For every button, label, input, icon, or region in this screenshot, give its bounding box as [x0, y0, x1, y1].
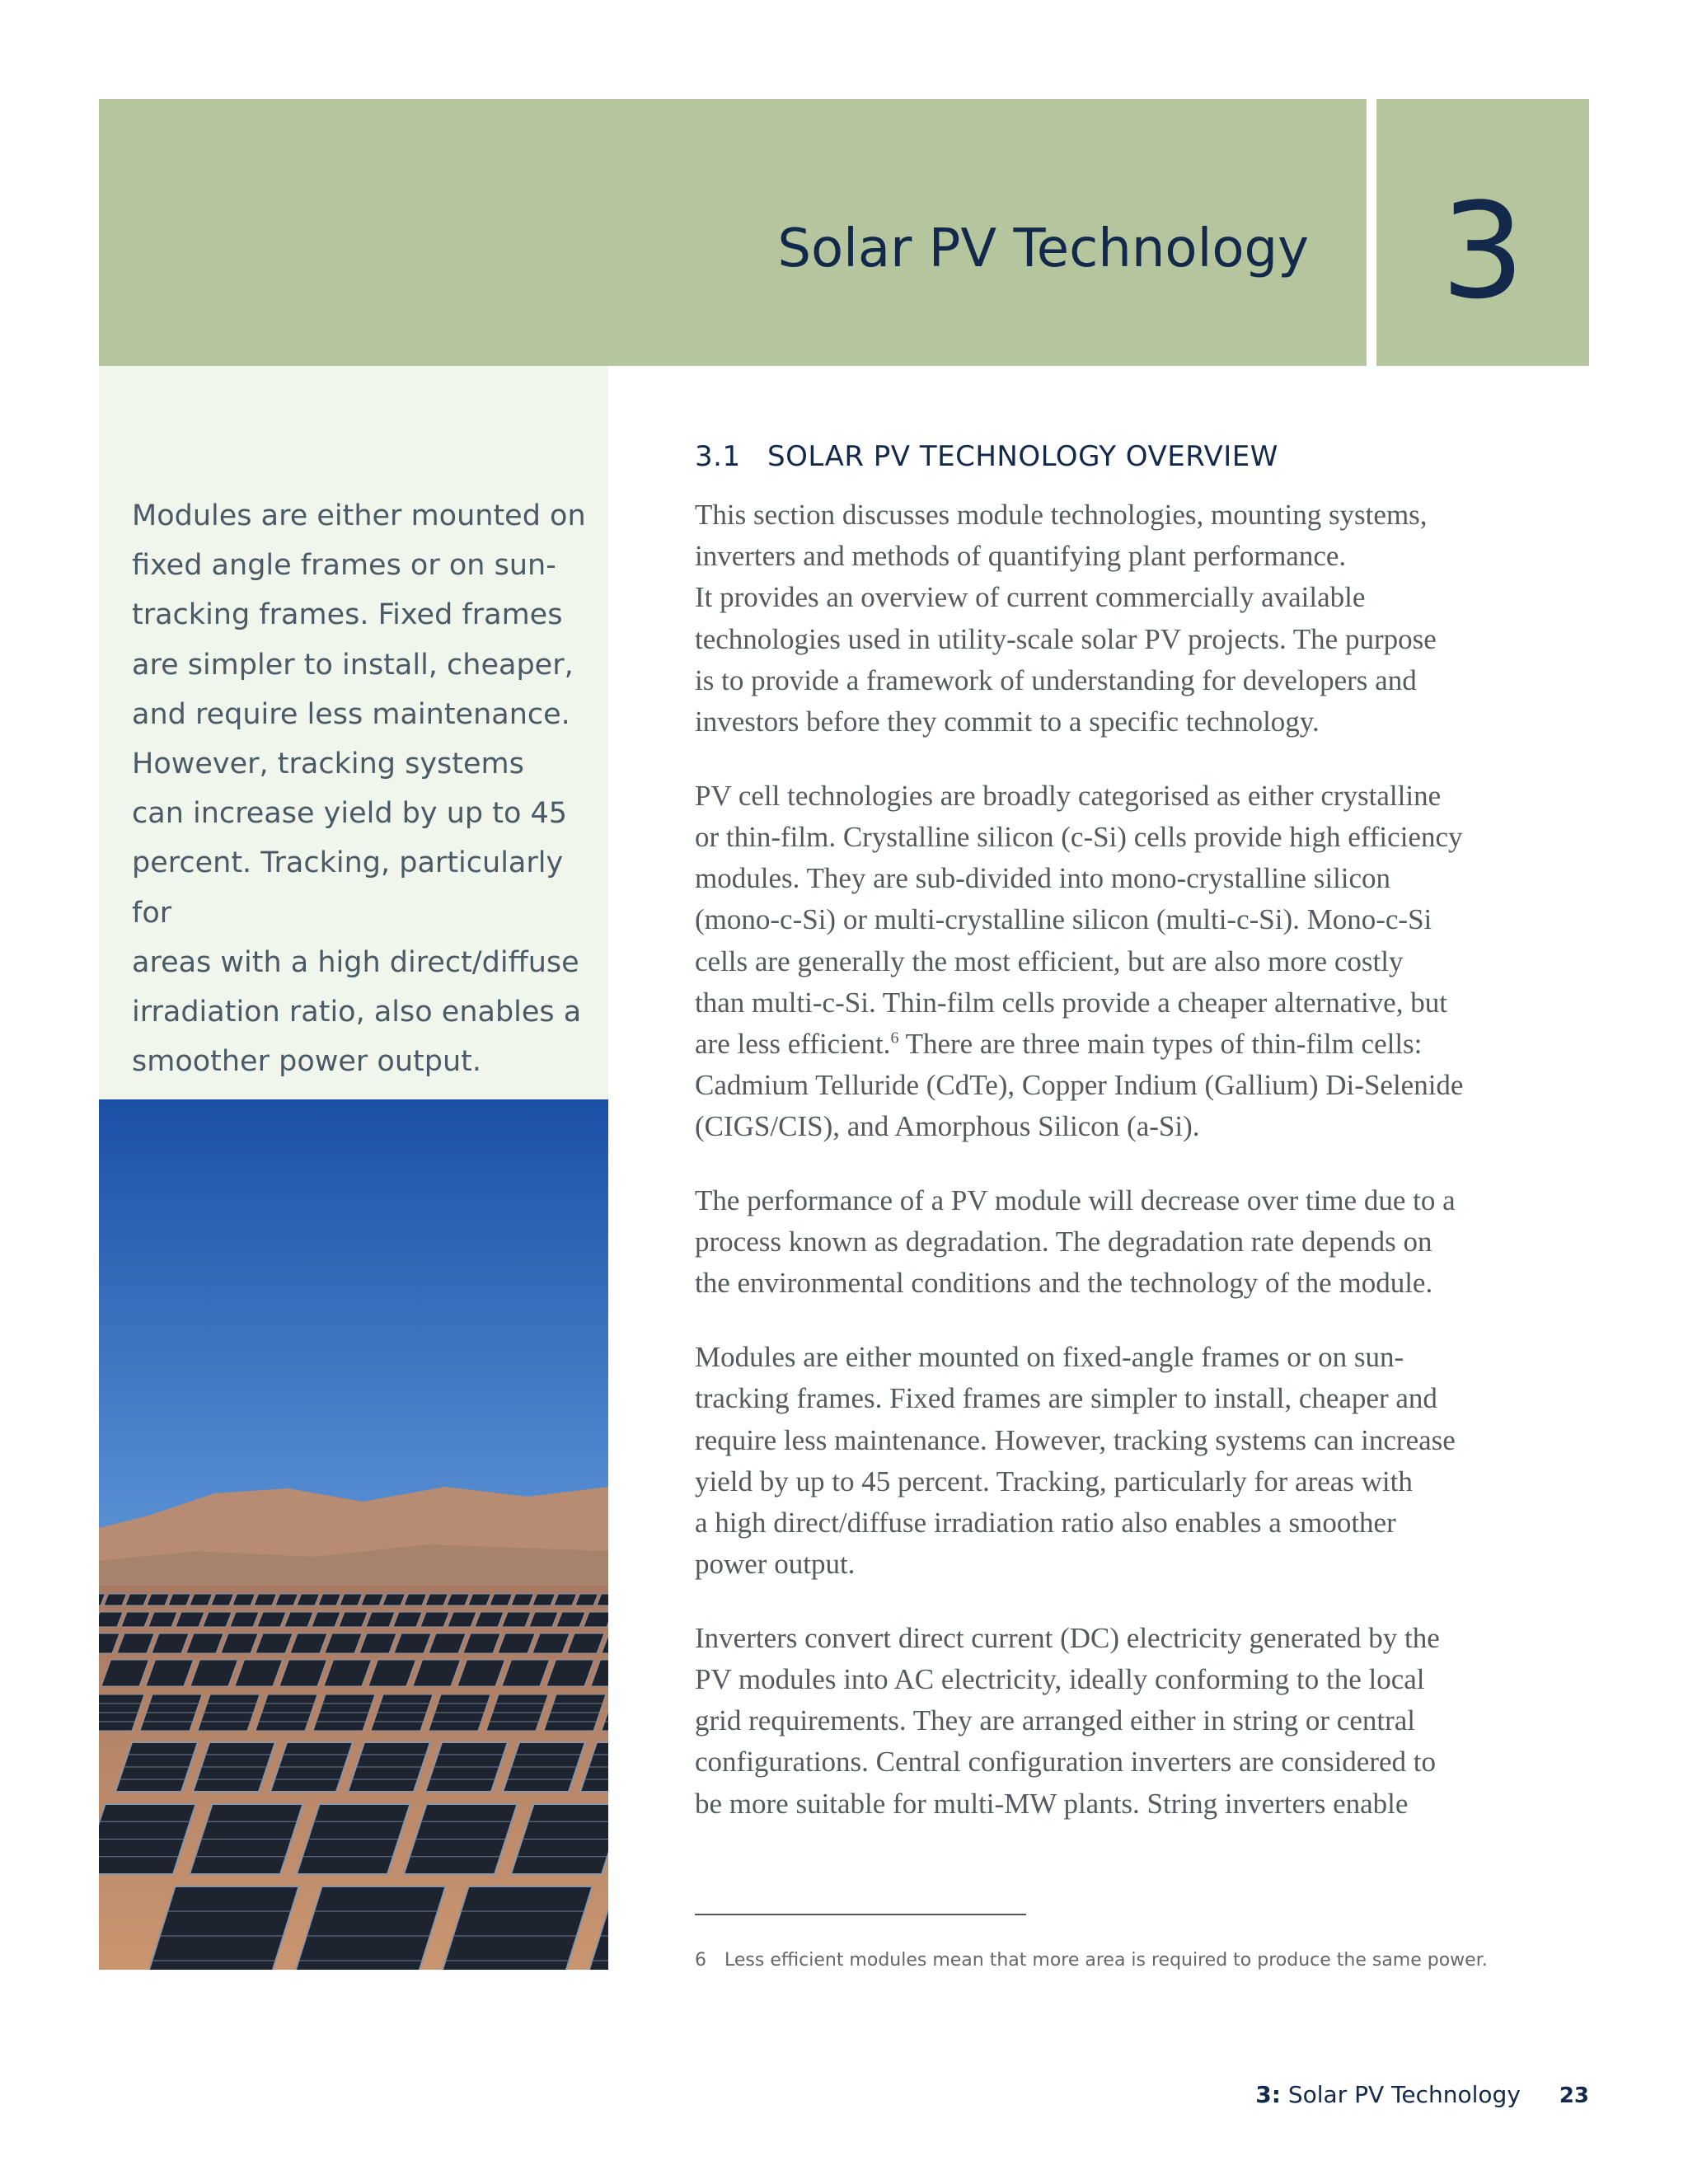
- chapter-number: 3: [1441, 174, 1525, 328]
- text-line: the environmental conditions and the technology of the module.: [695, 1267, 1433, 1300]
- footnote-number: 6: [695, 1950, 706, 1971]
- text-line: Inverters convert direct current (DC) electricity generated by the: [695, 1621, 1440, 1654]
- footnote-text: Less efficient modules mean that more area is required to produce the same power.: [724, 1950, 1488, 1971]
- text-line: The performance of a PV module will decrease over time due to a: [695, 1184, 1456, 1217]
- text-line: inverters and methods of quantifying plant performance.: [695, 540, 1347, 573]
- quote-line: percent. Tracking, particularly for: [132, 846, 564, 930]
- paragraph: [695, 1618, 1519, 1825]
- text-line: Cadmium Telluride (CdTe), Copper Indium (Gallium) Di-Selenide: [695, 1069, 1464, 1102]
- section-number: 3.1: [695, 440, 741, 473]
- text-line: investors before they commit to a specific technology.: [695, 705, 1320, 738]
- solar-farm-photo: [99, 1099, 608, 1970]
- footnote-reference[interactable]: 6: [890, 1029, 899, 1047]
- footer-chapter-label: 3:: [1255, 2081, 1281, 2108]
- text-line: a high direct/diffuse irradiation ratio also enables a smoother: [695, 1506, 1396, 1539]
- quote-line: irradiation ratio, also enables a: [132, 996, 582, 1029]
- text-line: modules. They are sub-divided into mono-crystalline silicon: [695, 862, 1391, 895]
- quote-line: are simpler to install, cheaper,: [132, 648, 574, 682]
- text-line: be more suitable for multi-MW plants. String inverters enable: [695, 1787, 1409, 1820]
- footer-chapter-title: Solar PV Technology: [1287, 2081, 1521, 2108]
- text-line: tracking frames. Fixed frames are simpler to install, cheaper and: [695, 1382, 1437, 1415]
- page-footer: [1255, 2081, 1589, 2108]
- text-line: technologies used in utility-scale solar PV projects. The purpose: [695, 622, 1437, 655]
- quote-line: Modules are either mounted on: [132, 499, 586, 532]
- quote-line: areas with a high direct/diffuse: [132, 945, 579, 979]
- paragraph: [695, 494, 1519, 743]
- text-line: or thin-film. Crystalline silicon (c-Si) cells provide high efficiency: [695, 820, 1463, 853]
- quote-line: and require less maintenance.: [132, 697, 570, 731]
- text-line: power output.: [695, 1548, 856, 1581]
- section-title: SOLAR PV TECHNOLOGY OVERVIEW: [767, 440, 1278, 473]
- text-line: This section discusses module technologies, mounting systems,: [695, 499, 1428, 531]
- text-line: It provides an overview of current commercially available: [695, 581, 1366, 614]
- quote-line: tracking frames. Fixed frames: [132, 598, 563, 632]
- text-line: configurations. Central configuration inverters are considered to: [695, 1746, 1436, 1779]
- text-line: PV cell technologies are broadly categorised as either crystalline: [695, 779, 1442, 812]
- text-line: process known as degradation. The degradation rate depends on: [695, 1226, 1432, 1258]
- text-line: yield by up to 45 percent. Tracking, particularly for areas with: [695, 1465, 1413, 1497]
- text-line: (CIGS/CIS), and Amorphous Silicon (a-Si).: [695, 1110, 1200, 1143]
- chapter-title: Solar PV Technology: [777, 218, 1309, 279]
- text-line: There are three main types of thin-film cells:: [905, 1027, 1423, 1060]
- text-line: is to provide a framework of understanding for developers and: [695, 663, 1417, 696]
- section-heading: [695, 437, 1278, 476]
- body-text: [695, 494, 1519, 1857]
- paragraph: [695, 1180, 1519, 1305]
- quote-line: fixed angle frames or on sun-: [132, 549, 556, 583]
- sidebar-pull-quote: [132, 491, 593, 1086]
- text-line: (mono-c-Si) or multi-crystalline silicon (multi-c-Si). Mono-c-Si: [695, 903, 1432, 936]
- footnote-divider: [695, 1914, 1026, 1915]
- footnote: [695, 1950, 1488, 1971]
- text-line: grid requirements. They are arranged either in string or central: [695, 1704, 1415, 1737]
- text-line: require less maintenance. However, tracking systems can increase: [695, 1423, 1456, 1456]
- text-line: Modules are either mounted on fixed-angle frames or on sun-: [695, 1341, 1404, 1374]
- quote-line: However, tracking systems: [132, 748, 524, 781]
- header-divider: [1367, 99, 1376, 366]
- text-line: cells are generally the most efficient, but are also more costly: [695, 944, 1404, 977]
- text-line: are less efficient.: [695, 1027, 891, 1060]
- quote-line: can increase yield by up to 45: [132, 797, 568, 831]
- quote-line: smoother power output.: [132, 1045, 481, 1079]
- paragraph: [695, 1337, 1519, 1585]
- paragraph: [695, 776, 1519, 1148]
- page-number: 23: [1559, 2083, 1589, 2108]
- text-line: PV modules into AC electricity, ideally conforming to the local: [695, 1663, 1425, 1696]
- text-line: than multi-c-Si. Thin-film cells provide a cheaper alternative, but: [695, 986, 1447, 1019]
